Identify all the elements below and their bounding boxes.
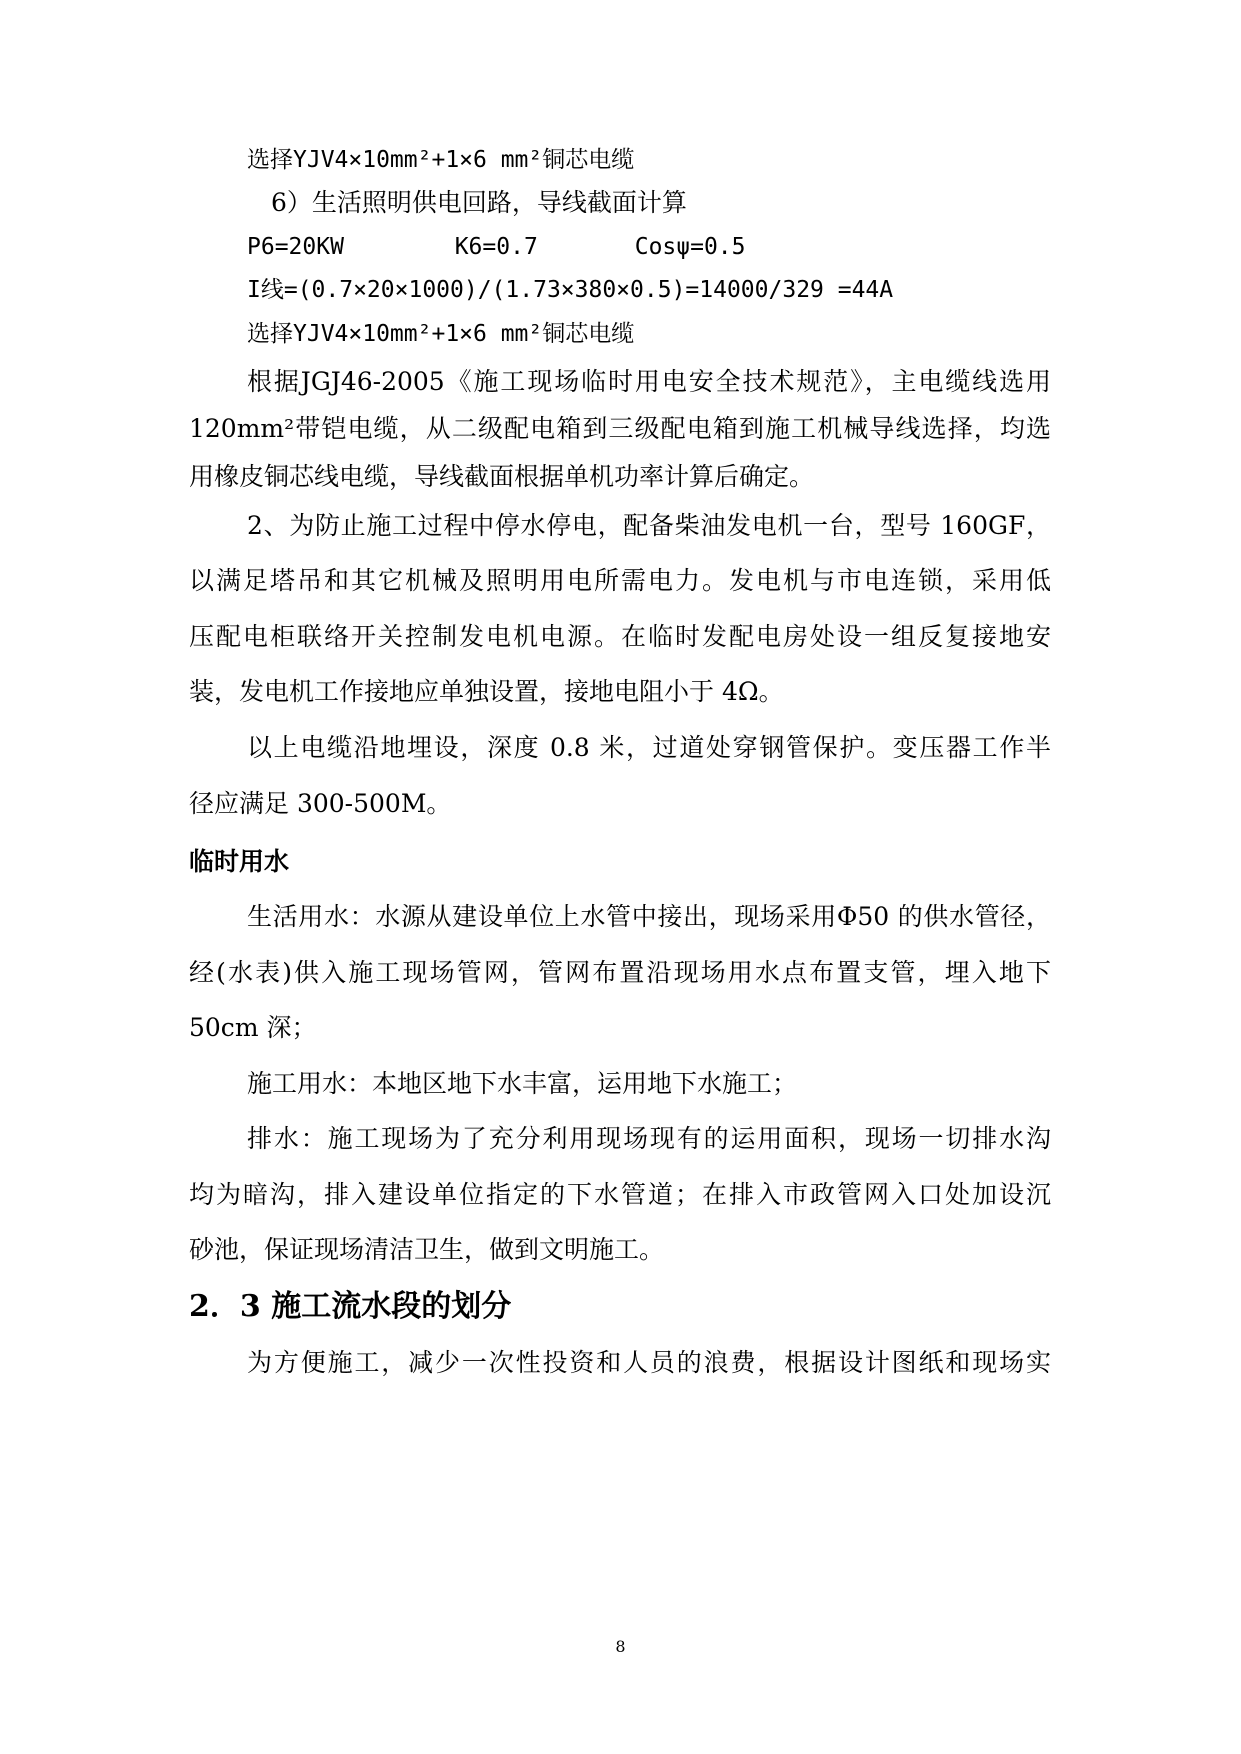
paragraph-line: 施工用水：本地区地下水丰富，运用地下水施工； xyxy=(247,1069,798,1098)
paragraph-line: 砂池，保证现场清洁卫生，做到文明施工。 xyxy=(189,1235,665,1264)
text-line: 选择YJV4×10mm²+1×6 mm²铜芯电缆 xyxy=(247,321,635,347)
text-line: 6）生活照明供电回路，导线截面计算 xyxy=(271,188,687,217)
paragraph-line: 以满足塔吊和其它机械及照明用电所需电力。发电机与市电连锁，采用低 xyxy=(189,566,1051,595)
text-line: 选择YJV4×10mm²+1×6 mm²铜芯电缆 xyxy=(247,147,635,173)
paragraph-line: 为方便施工，减少一次性投资和人员的浪费，根据设计图纸和现场实 xyxy=(247,1348,1051,1377)
text-line: P6=20KW K6=0.7 Cosψ=0.5 xyxy=(247,234,746,260)
paragraph-line: 生活用水：水源从建设单位上水管中接出，现场采用Φ50 的供水管径， xyxy=(247,902,1051,931)
paragraph-line: 经(水表)供入施工现场管网，管网布置沿现场用水点布置支管，埋入地下 xyxy=(189,958,1051,987)
paragraph-line: 根据JGJ46-2005《施工现场临时用电安全技术规范》，主电缆线选用 xyxy=(247,367,1051,396)
paragraph-line: 2、为防止施工过程中停水停电，配备柴油发电机一台，型号 160GF， xyxy=(247,511,1051,540)
paragraph-line: 用橡皮铜芯线电缆，导线截面根据单机功率计算后确定。 xyxy=(189,462,815,491)
section-heading: 临时用水 xyxy=(189,847,290,876)
paragraph-line: 50cm 深； xyxy=(189,1013,317,1042)
paragraph-line: 装，发电机工作接地应单独设置，接地电阻小于 4Ω。 xyxy=(189,677,784,706)
paragraph-line: 以上电缆沿地埋设，深度 0.8 米，过道处穿钢管保护。变压器工作半 xyxy=(247,733,1051,762)
paragraph-line: 均为暗沟，排入建设单位指定的下水管道；在排入市政管网入口处加设沉 xyxy=(189,1180,1051,1209)
paragraph-line: 径应满足 300-500M。 xyxy=(189,789,452,818)
paragraph-line: 压配电柜联络开关控制发电机电源。在临时发配电房处设一组反复接地安 xyxy=(189,622,1051,651)
text-line: I线=(0.7×20×1000)/(1.73×380×0.5)=14000/329 =44A xyxy=(247,277,894,303)
paragraph-line: 120mm²带铠电缆，从二级配电箱到三级配电箱到施工机械导线选择，均选 xyxy=(189,414,1051,443)
section-heading: 2．3 施工流水段的划分 xyxy=(189,1289,512,1324)
paragraph-line: 排水：施工现场为了充分利用现场现有的运用面积，现场一切排水沟 xyxy=(247,1124,1051,1153)
page-number: 8 xyxy=(615,1637,626,1656)
